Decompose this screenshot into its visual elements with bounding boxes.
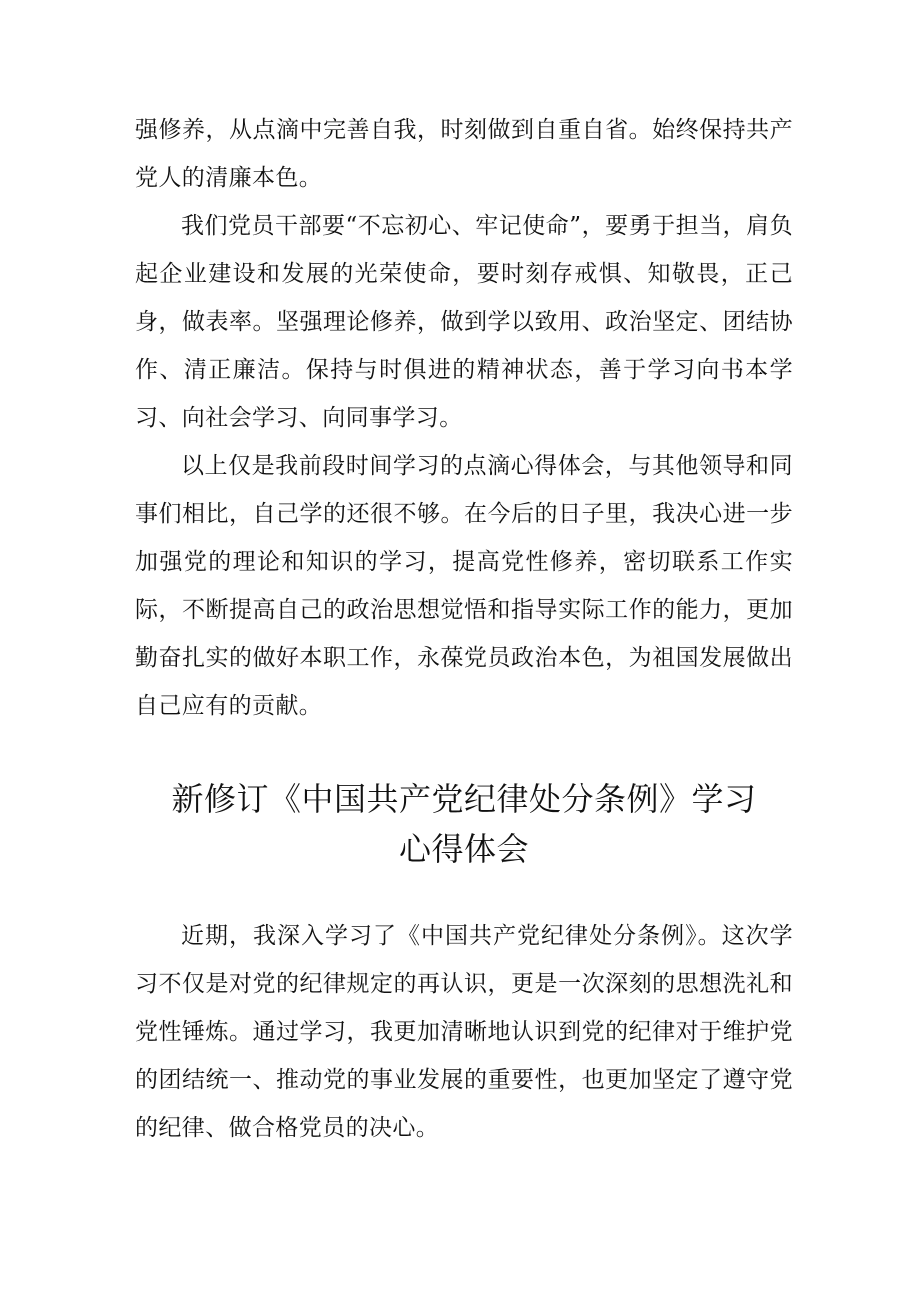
paragraph-conclusion: 以上仅是我前段时间学习的点滴心得体会，与其他领导和同事们相比，自己学的还很不够。在今后的日子里，我决心进一步加强党的理论和知识的学习，提高党性修养，密切联系工作实际，不断提高自己的政治思想觉悟和指导实际工作的能力，更加勤奋扎实的做好本职工作，永葆党员政治本色，为祖国发展做出自己应有的贡献。 <box>135 453 793 719</box>
article-title-line-1: 新修订《中国共产党纪律处分条例》学习 <box>171 780 757 818</box>
article-title <box>135 774 793 874</box>
article-title-line-2: 心得体会 <box>398 830 529 868</box>
paragraph-duty: 我们党员干部要“不忘初心、牢记使命”，要勇于担当，肩负起企业建设和发展的光荣使命，要时刻存戒惧、知敬畏，正己身，做表率。坚强理论修养，做到学以致用、政治坚定、团结协作、清正廉洁。保持与时俱进的精神状态，善于学习向书本学习、向社会学习、向同事学习。 <box>135 213 793 431</box>
paragraph-intro: 近期，我深入学习了《中国共产党纪律处分条例》。这次学习不仅是对党的纪律规定的再认识，更是一次深刻的思想洗礼和党性锤炼。通过学习，我更加清晰地认识到党的纪律对于维护党的团结统一、推动党的事业发展的重要性，也更加坚定了遵守党的纪律、做合格党员的决心。 <box>135 923 793 1141</box>
document-body <box>135 106 793 1152</box>
paragraph-continuation: 强修养，从点滴中完善自我，时刻做到自重自省。始终保持共产党人的清廉本色。 <box>135 117 793 191</box>
